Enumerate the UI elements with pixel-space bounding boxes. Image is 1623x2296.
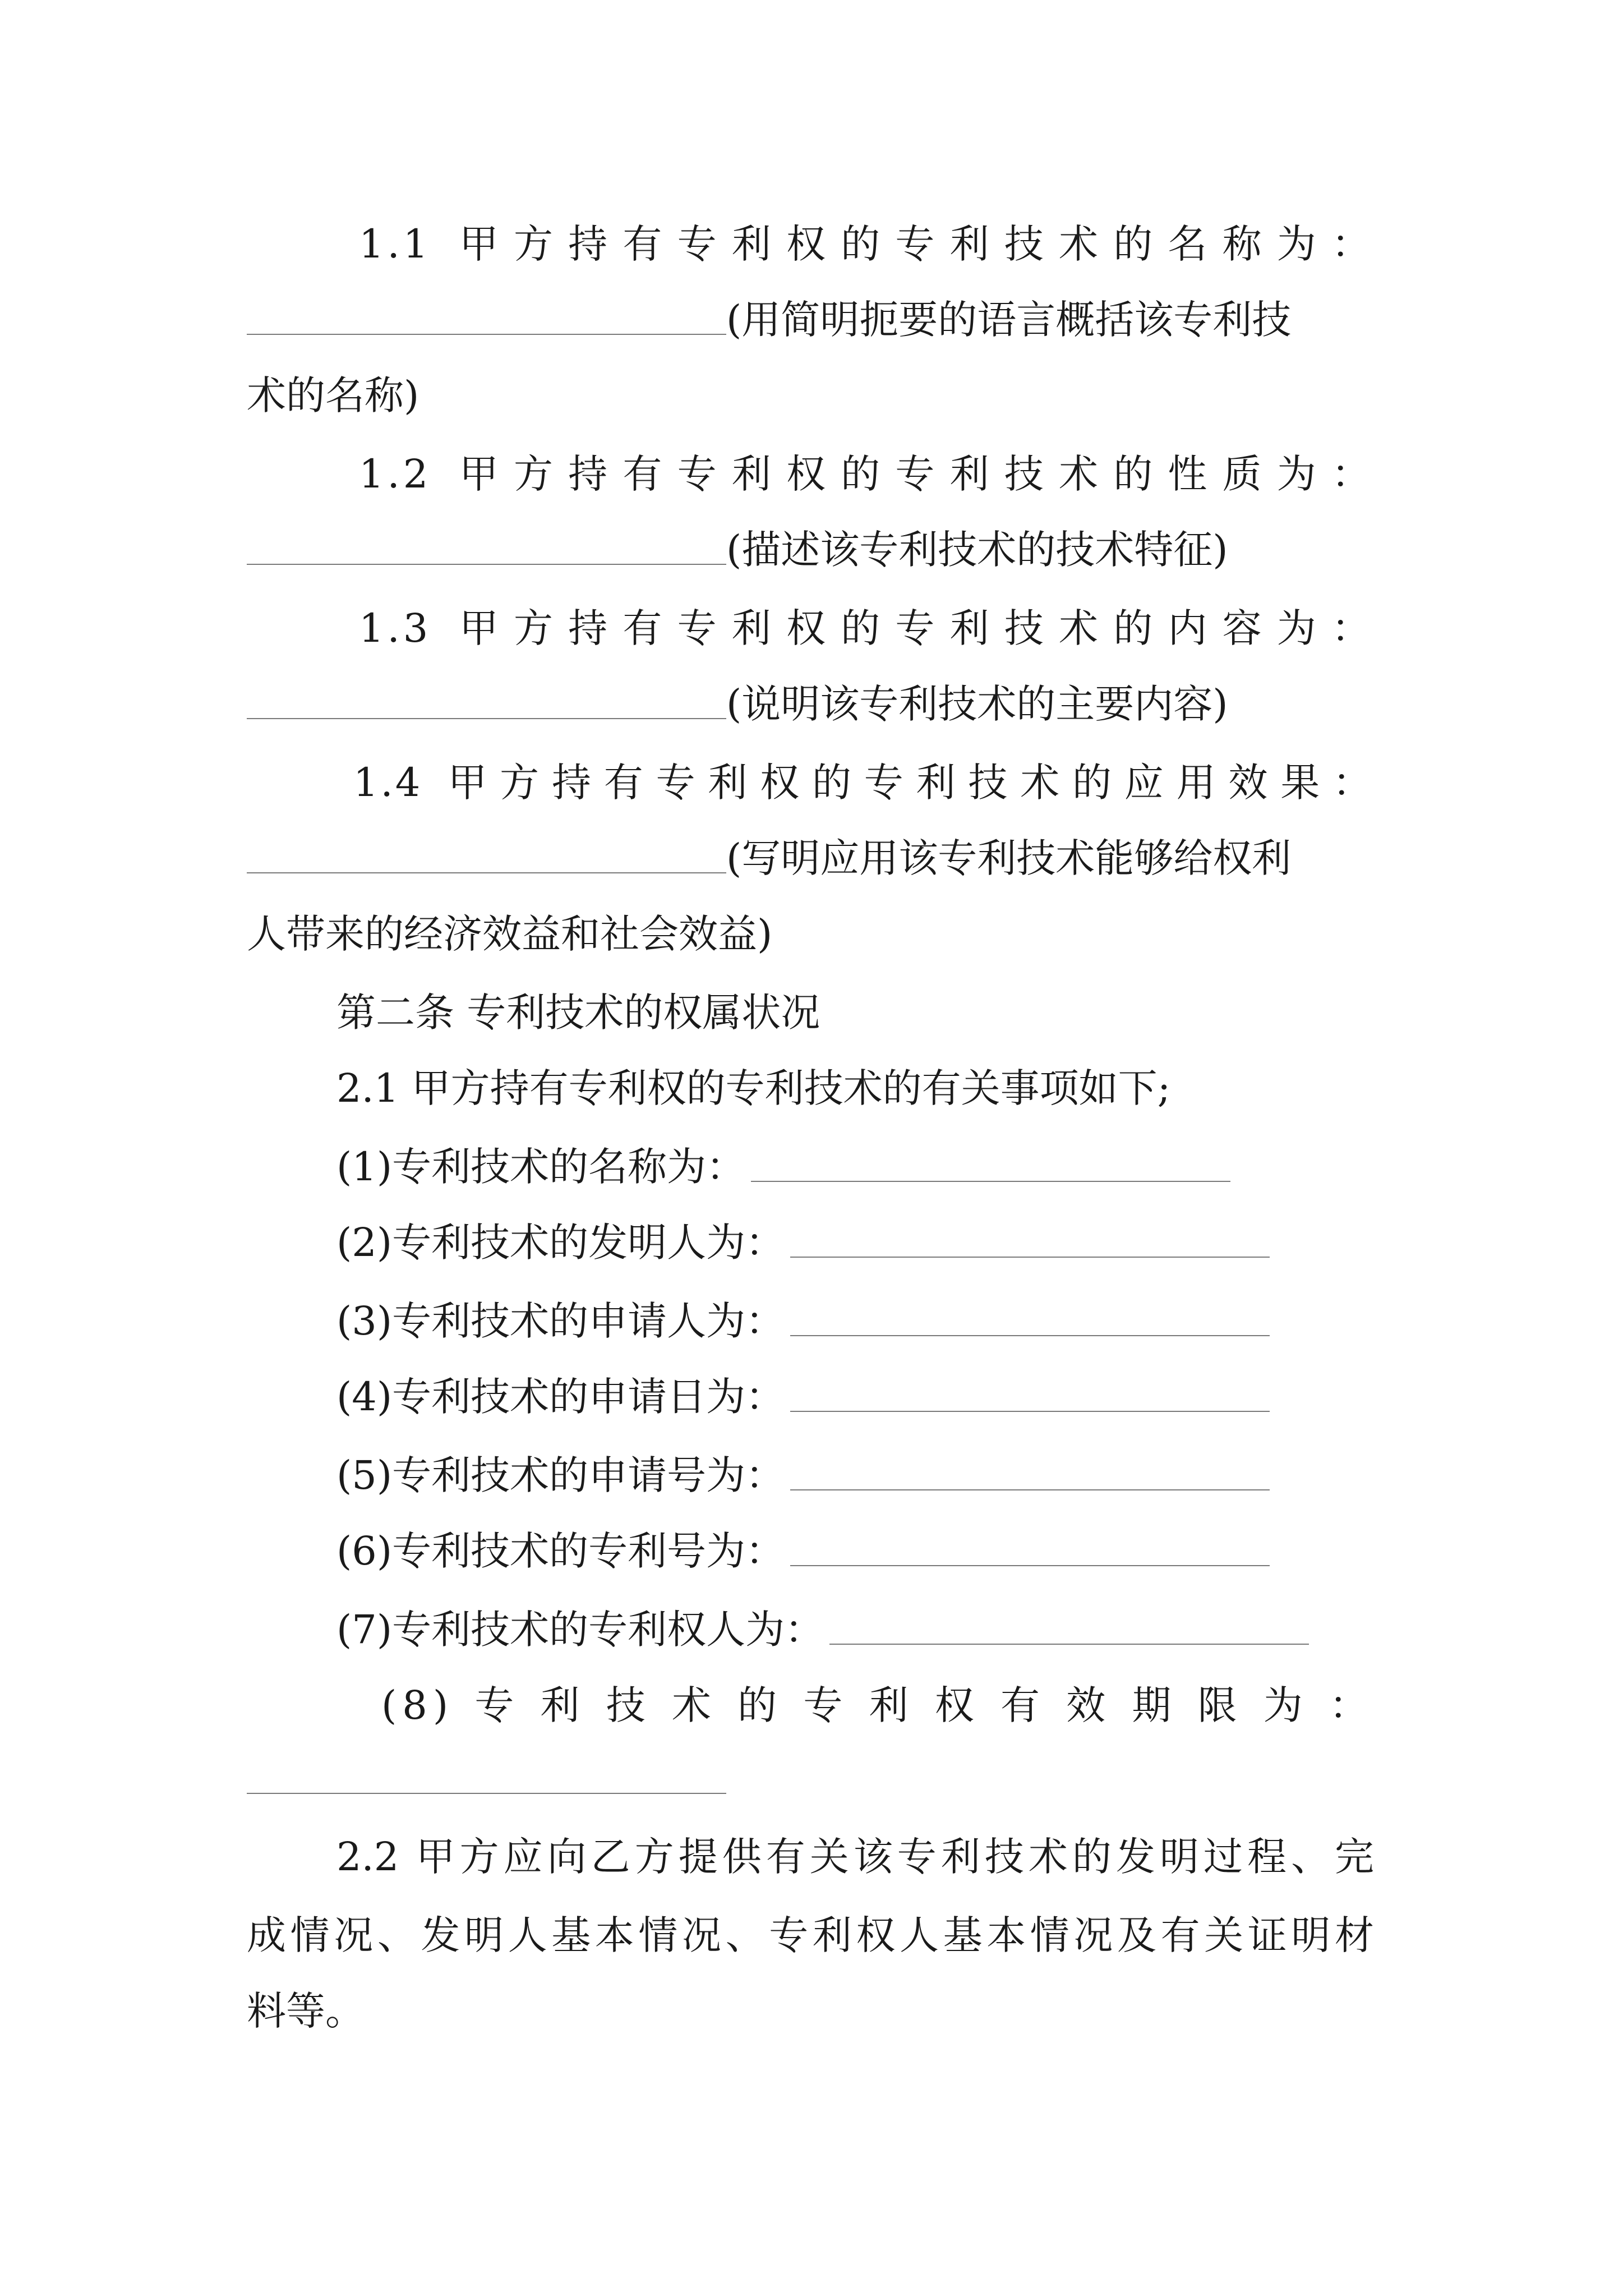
item-1-1-lead: 1.1 甲方持有专利权的专利技术的名称为： xyxy=(359,221,1374,267)
item-1-4-note: (写明应用该专利技术能够给权利 xyxy=(726,835,1292,881)
item-1-3-note: (说明该专利技术的主要内容) xyxy=(726,681,1228,727)
blank-field[interactable] xyxy=(790,1212,1270,1258)
field-row-2 xyxy=(336,1212,1270,1273)
blank-field-8[interactable] xyxy=(247,1793,726,1794)
blank-field[interactable] xyxy=(790,1366,1270,1412)
item-1-1-note-row xyxy=(247,289,1291,351)
item-2-1: 2.1 甲方持有专利权的专利技术的有关事项如下; xyxy=(336,1065,1171,1111)
item-2-2-line2: 成情况、发明人基本情况、专利权人基本情况及有关证明材 xyxy=(247,1912,1374,1958)
blank-field[interactable] xyxy=(247,673,726,719)
blank-field[interactable] xyxy=(751,1136,1230,1182)
field-label-7: (7)专利技术的专利权人为： xyxy=(336,1607,824,1653)
blank-field[interactable] xyxy=(790,1520,1270,1566)
blank-field[interactable] xyxy=(247,289,726,335)
field-row-8: (8)专利技术的专利权有效期限为： xyxy=(381,1682,1374,1728)
field-label-4: (4)专利技术的申请日为： xyxy=(336,1374,785,1420)
field-label-2: (2)专利技术的发明人为： xyxy=(336,1220,785,1266)
field-row-6 xyxy=(336,1520,1270,1582)
field-label-3: (3)专利技术的申请人为： xyxy=(336,1298,785,1344)
item-1-1-note-cont: 术的名称) xyxy=(247,372,419,418)
item-1-2-note: (描述该专利技术的技术特征) xyxy=(726,527,1228,573)
blank-field[interactable] xyxy=(790,1290,1270,1336)
item-1-3-lead: 1.3 甲方持有专利权的专利技术的内容为： xyxy=(359,605,1374,651)
item-1-3-note-row xyxy=(247,673,1228,735)
field-row-1 xyxy=(336,1136,1230,1198)
blank-field[interactable] xyxy=(247,827,726,873)
item-2-2-line3: 料等。 xyxy=(247,1988,365,2034)
section-2-heading: 第二条 专利技术的权属状况 xyxy=(336,990,820,1036)
field-label-1: (1)专利技术的名称为： xyxy=(336,1144,746,1190)
item-1-2-note-row xyxy=(247,519,1228,581)
blank-field[interactable] xyxy=(790,1444,1270,1490)
blank-field[interactable] xyxy=(829,1599,1309,1645)
field-label-6: (6)专利技术的专利号为： xyxy=(336,1528,785,1574)
item-1-1-note: (用简明扼要的语言概括该专利技 xyxy=(726,297,1292,343)
item-1-4-note-row xyxy=(247,827,1291,889)
blank-field[interactable] xyxy=(247,519,726,565)
item-1-4-lead: 1.4 甲方持有专利权的专利技术的应用效果： xyxy=(353,760,1374,806)
item-1-4-note-cont: 人带来的经济效益和社会效益) xyxy=(247,911,773,957)
field-row-5 xyxy=(336,1444,1270,1506)
field-row-4 xyxy=(336,1366,1270,1428)
item-1-2-lead: 1.2 甲方持有专利权的专利技术的性质为： xyxy=(359,451,1374,497)
field-row-3 xyxy=(336,1290,1270,1352)
field-label-5: (5)专利技术的申请号为： xyxy=(336,1452,785,1498)
field-row-7 xyxy=(336,1599,1309,1660)
item-2-2-line1: 2.2 甲方应向乙方提供有关该专利技术的发明过程、完 xyxy=(336,1834,1374,1880)
